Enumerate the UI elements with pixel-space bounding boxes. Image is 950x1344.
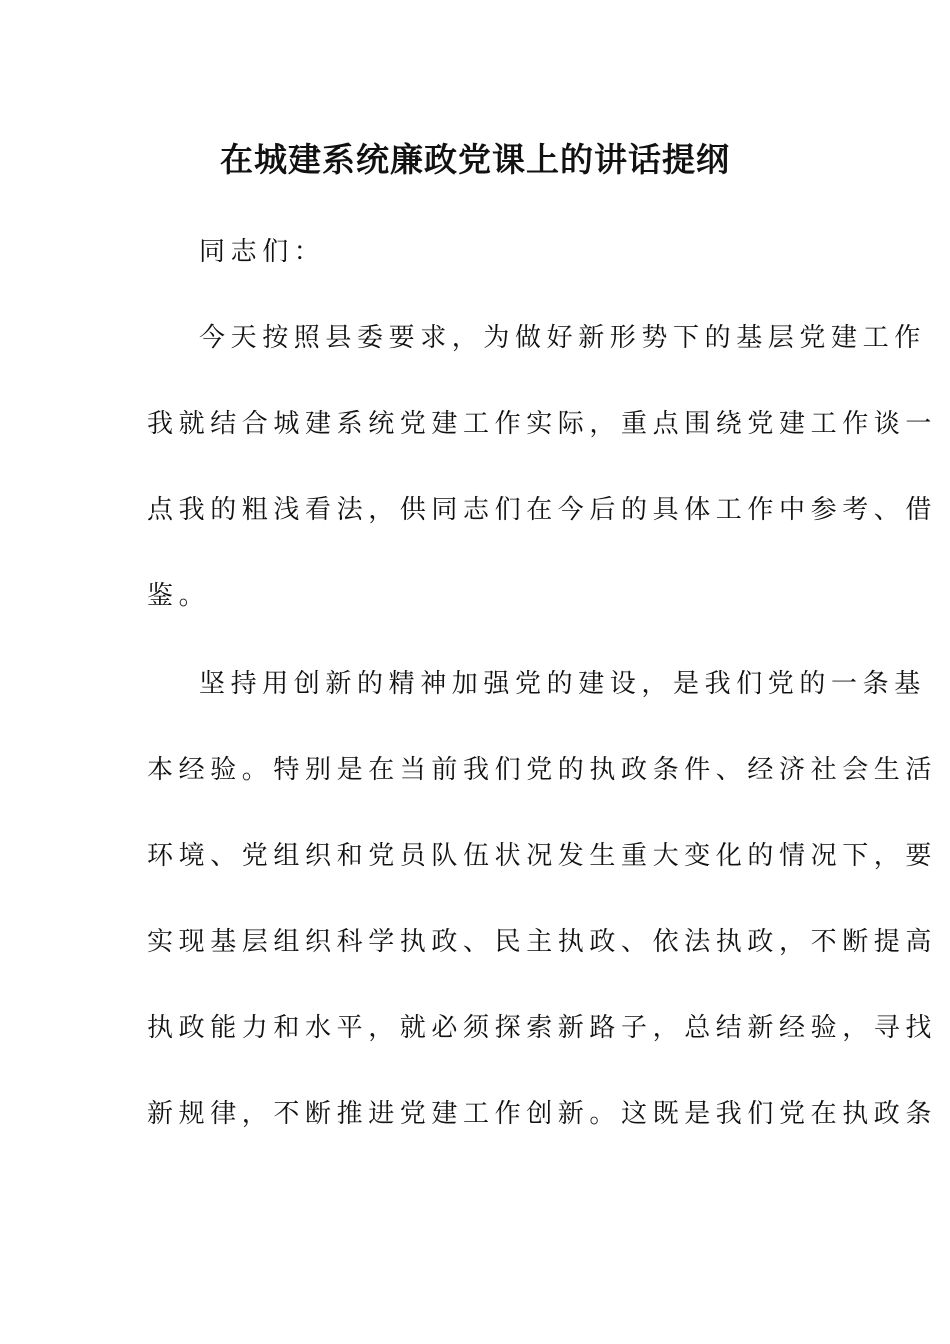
paragraph-1-line-4: 鉴。 [147,581,211,611]
paragraph-2-line-6: 新规律，不断推进党建工作创新。这既是我们党在执政条 [147,1099,938,1129]
paragraph-1-line-2: 我就结合城建系统党建工作实际，重点围绕党建工作谈一 [147,409,938,439]
paragraph-2-line-1: 坚持用创新的精神加强党的建设，是我们党的一条基 [199,669,926,699]
paragraph-2-line-3: 环境、党组织和党员队伍状况发生重大变化的情况下，要 [147,841,938,871]
paragraph-1-line-3: 点我的粗浅看法，供同志们在今后的具体工作中参考、借 [147,495,938,525]
document-title: 在城建系统廉政党课上的讲话提纲 [220,140,730,179]
paragraph-1-line-1: 今天按照县委要求，为做好新形势下的基层党建工作 [199,323,926,353]
salutation: 同志们： [199,237,326,267]
paragraph-2-line-4: 实现基层组织科学执政、民主执政、依法执政，不断提高 [147,927,938,957]
paragraph-2-line-2: 本经验。特别是在当前我们党的执政条件、经济社会生活 [147,755,938,785]
paragraph-2-line-5: 执政能力和水平，就必须探索新路子，总结新经验，寻找 [147,1013,938,1043]
